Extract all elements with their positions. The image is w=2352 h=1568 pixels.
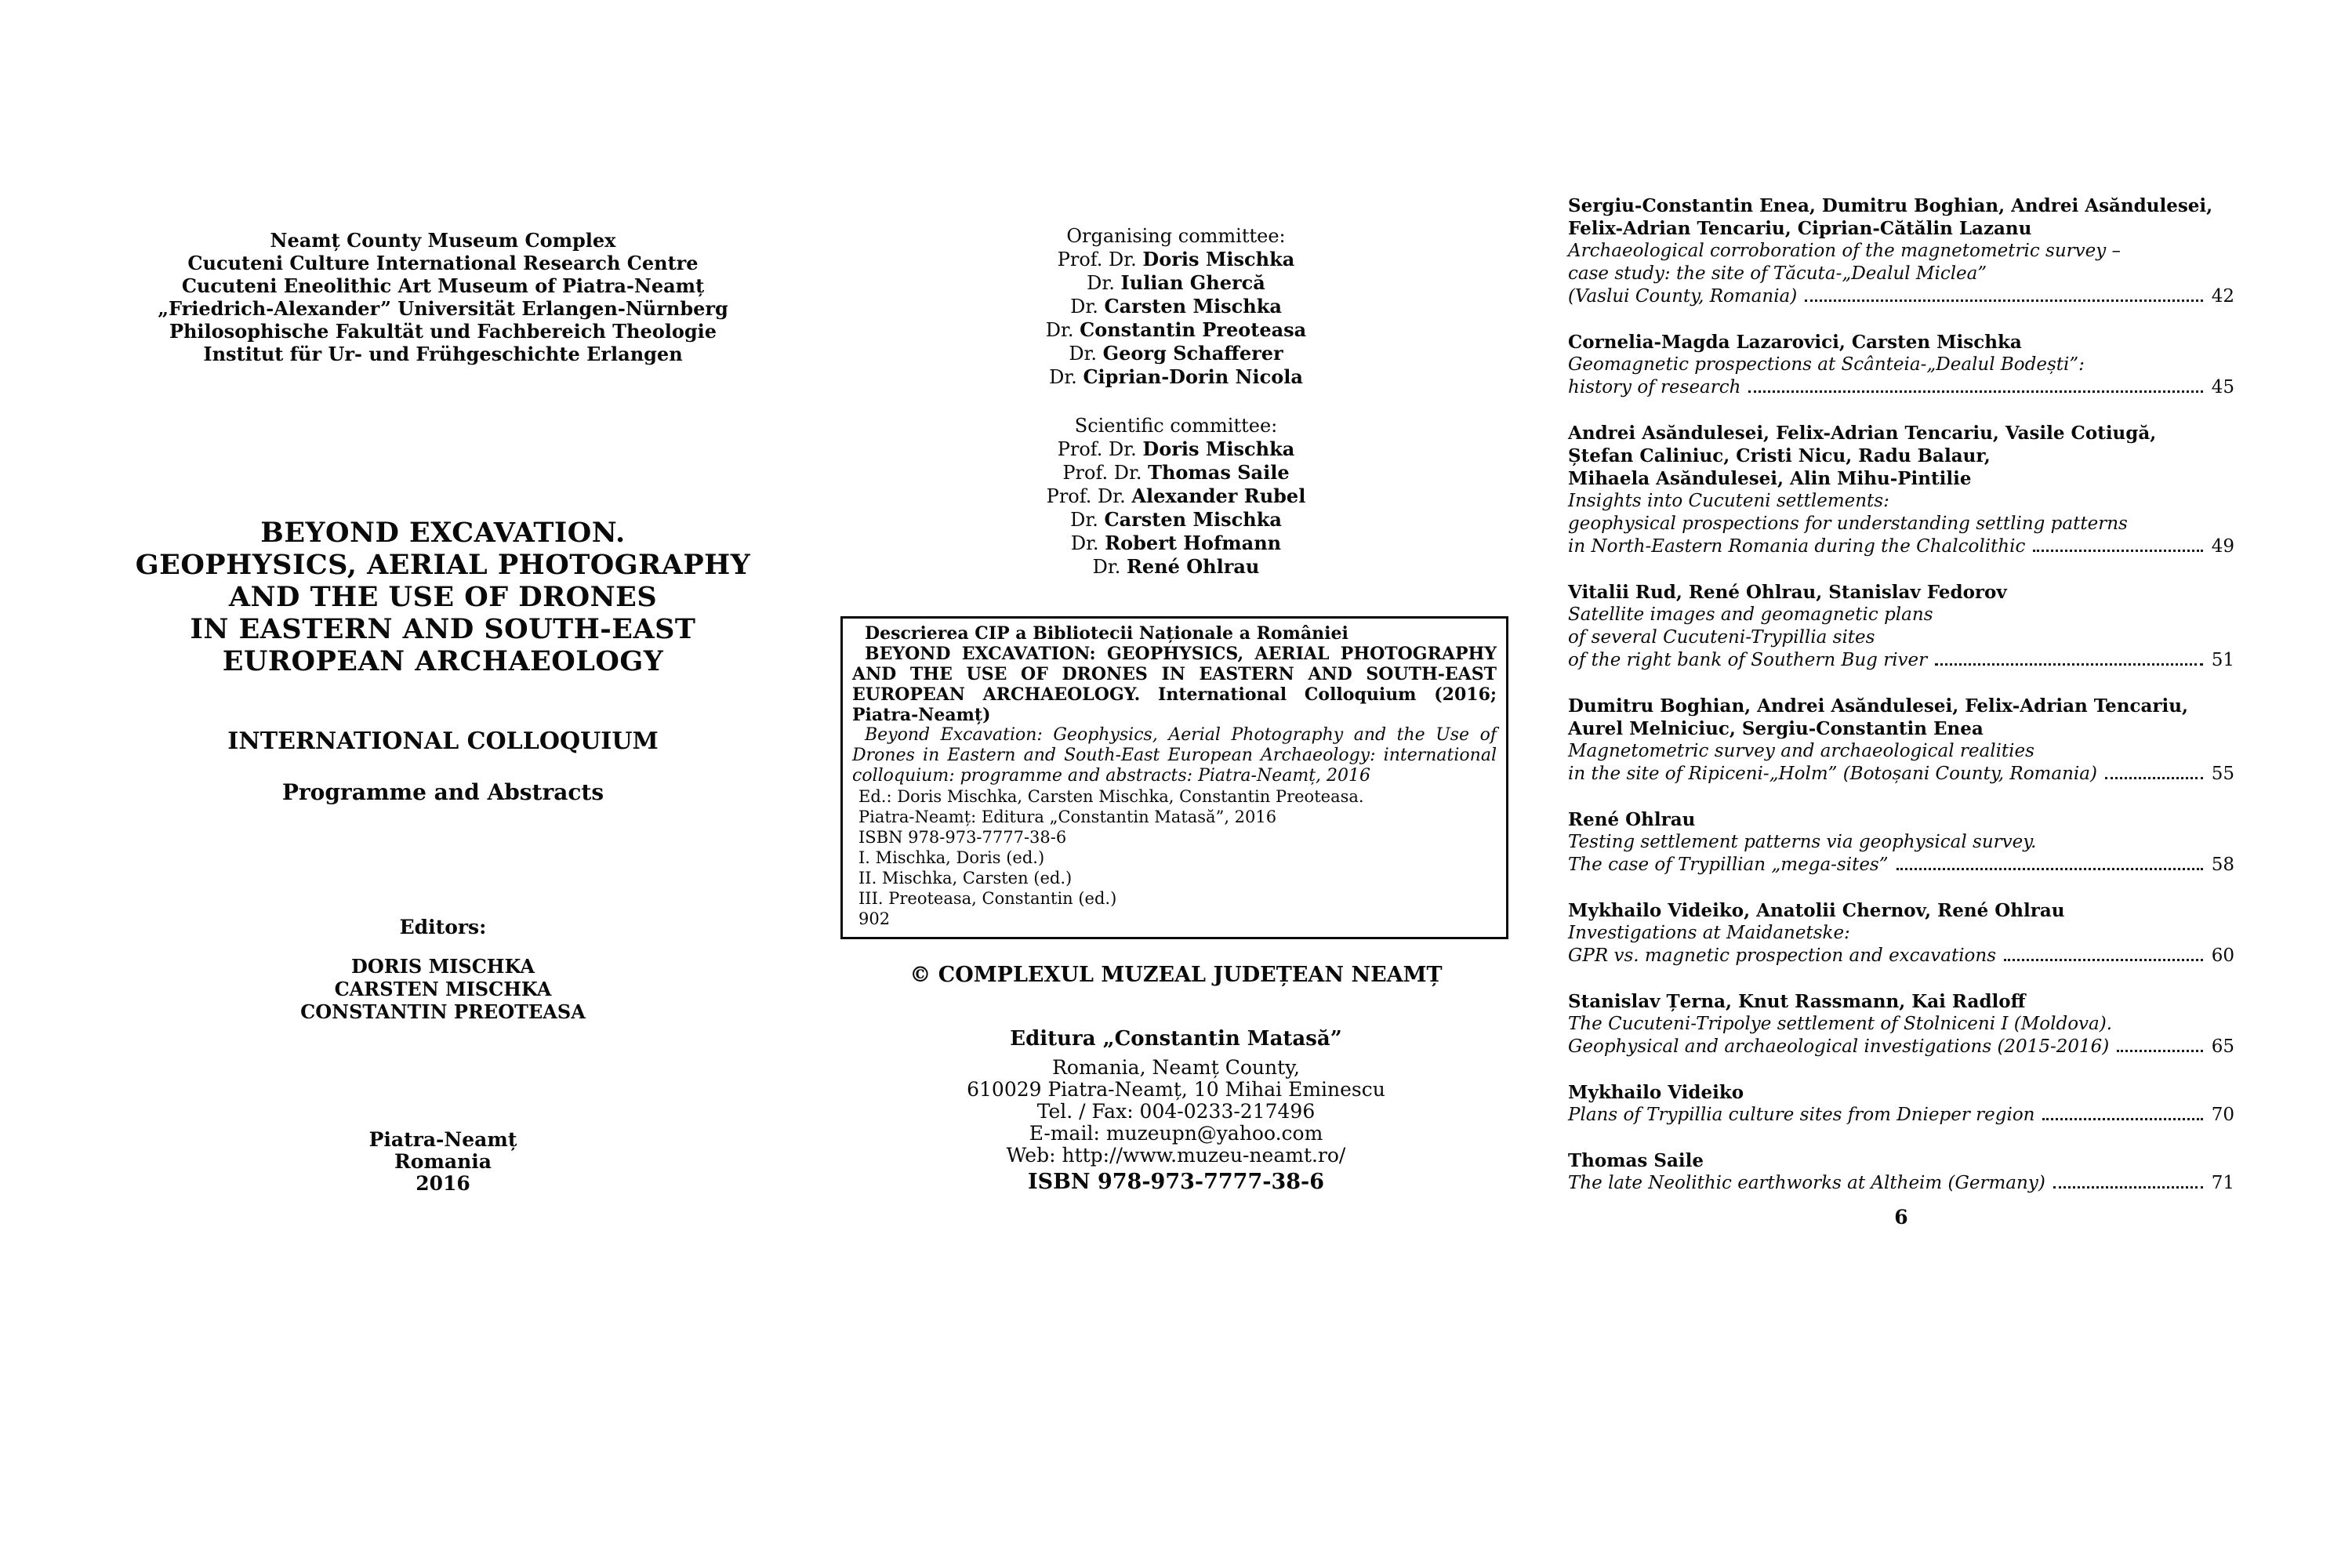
toc-entry (1568, 1081, 2234, 1127)
toc-entry-authors: Thomas Saile (1568, 1150, 1704, 1171)
text-line: Ed.: Doris Mischka, Carsten Mischka, Constantin Preoteasa. (858, 787, 1364, 806)
toc-entry-authors: Stanislav Țerna, Knut Rassmann, Kai Radloff (1568, 991, 2026, 1012)
cip-heading: Descrierea CIP a Bibliotecii Naționale a României (865, 623, 1348, 644)
member-title-prefix: Prof. Dr. (1057, 438, 1143, 460)
toc-entry-last-line (1568, 854, 2234, 877)
cip-title-caps: BEYOND EXCAVATION: GEOPHYSICS, AERIAL PHOTOGRAPHY AND THE USE OF DRONES IN EASTERN AND SOUTH-EAST EUROPEAN ARCHAEOLOGY. International Colloquium (2016; Piatra-Neamț) (852, 644, 1497, 725)
member-name: Doris Mischka (1142, 248, 1295, 270)
toc-list (1568, 194, 2234, 1218)
organising-committee-label: Organising committee: (1066, 225, 1286, 247)
committee-member (839, 532, 1513, 555)
toc-entry (1568, 899, 2234, 967)
toc-entry-title-line: Insights into Cucuteni settlements: (1568, 491, 1889, 511)
toc-entry-authors: Sergiu-Constantin Enea, Dumitru Boghian, Andrei Asăndulesei, (1568, 195, 2213, 216)
text-line: Cucuteni Culture International Research Centre (187, 252, 699, 274)
member-name: Constantin Preoteasa (1080, 318, 1307, 341)
toc-entry-title-line: Testing settlement patterns via geophysical survey. (1568, 832, 2037, 852)
committee-member (839, 485, 1513, 508)
organising-committee-members (839, 248, 1513, 389)
text-line: Philosophische Fakultät und Fachbereich Theologie (169, 320, 717, 343)
member-name: Thomas Saile (1148, 461, 1290, 484)
member-name: Alexander Rubel (1131, 485, 1306, 507)
committee-member (839, 295, 1513, 318)
member-name: Iulian Ghercă (1120, 271, 1265, 294)
committee-member (839, 271, 1513, 295)
programme-subtitle: Programme and Abstracts (281, 779, 604, 805)
toc-entry (1568, 331, 2234, 399)
member-name: Carsten Mischka (1104, 508, 1282, 531)
text-line: II. Mischka, Carsten (ed.) (858, 869, 1073, 887)
toc-entry (1568, 422, 2234, 558)
toc-entry (1568, 695, 2234, 786)
member-title-prefix: Dr. (1045, 319, 1080, 341)
toc-entry-last-line (1568, 1172, 2234, 1195)
toc-entry (1568, 581, 2234, 672)
toc-entry-last-line (1568, 535, 2234, 558)
scientific-committee-members (839, 437, 1513, 579)
toc-entry-page-number: 49 (2211, 536, 2234, 557)
toc-entry (1568, 808, 2234, 877)
cip-description-box (840, 616, 1508, 939)
toc-entry-title-tail: Plans of Trypillia culture sites from Dnieper region (1568, 1105, 2035, 1125)
toc-dot-leader (2042, 1118, 2203, 1120)
organising-committee (839, 224, 1513, 389)
text-line: 610029 Piatra-Neamț, 10 Mihai Eminescu (967, 1078, 1385, 1101)
text-line: IN EASTERN AND SOUTH-EAST (190, 613, 696, 646)
committee-member (839, 461, 1513, 485)
toc-entry-authors: Ștefan Caliniuc, Cristi Nicu, Radu Balaur, (1568, 445, 1991, 466)
publisher-address (839, 1057, 1513, 1167)
text-line: Cucuteni Eneolithic Art Museum of Piatra-Neamț (181, 274, 705, 297)
colloquium-subtitle: INTERNATIONAL COLLOQUIUM (227, 728, 659, 755)
page-number: 6 (1894, 1206, 1908, 1229)
committee-member (839, 365, 1513, 389)
isbn-line: ISBN 978-973-7777-38-6 (1027, 1170, 1325, 1194)
member-title-prefix: Dr. (1070, 296, 1105, 318)
committee-member (839, 508, 1513, 532)
committee-member (839, 248, 1513, 271)
toc-entry (1568, 990, 2234, 1058)
text-line: GEOPHYSICS, AERIAL PHOTOGRAPHY (135, 549, 751, 582)
toc-entry-title-line: of several Cucuteni-Trypillia sites (1568, 627, 1875, 648)
toc-entry-last-line (1568, 763, 2234, 786)
toc-entry-authors: Mykhailo Videiko (1568, 1082, 1744, 1103)
toc-entry-title-line: Archaeological corroboration of the magnetometric survey – (1568, 241, 2122, 261)
toc-entry-title-tail: Geophysical and archaeological investigations (2015-2016) (1568, 1036, 2110, 1057)
toc-dot-leader (2033, 550, 2203, 552)
toc-dot-leader (1805, 299, 2203, 302)
member-name: Doris Mischka (1142, 437, 1295, 460)
cip-subtitle-italic: Beyond Excavation: Geophysics, Aerial Photography and the Use of Drones in Eastern and South-East European Archaeology: international colloquium: programme and abstracts: Piatra-Neamț, 2016 (852, 725, 1497, 786)
toc-entry-authors: Felix-Adrian Tencariu, Ciprian-Cătălin Lazanu (1568, 218, 2032, 239)
text-line: DORIS MISCHKA (351, 955, 535, 978)
toc-entry-last-line (1568, 945, 2234, 967)
toc-dot-leader (2117, 1050, 2203, 1052)
publisher-name: Editura „Constantin Matasă” (1010, 1027, 1342, 1051)
member-title-prefix: Dr. (1070, 532, 1105, 554)
text-line: Tel. / Fax: 004-0233-217496 (1036, 1100, 1316, 1123)
text-line: Piatra-Neamț: Editura „Constantin Matasă”, 2016 (858, 808, 1277, 826)
editors-names (125, 955, 760, 1023)
toc-entry-authors: Mykhailo Videiko, Anatolii Chernov, René Ohlrau (1568, 900, 2065, 921)
text-line: Institut für Ur- und Frühgeschichte Erlangen (203, 343, 683, 365)
toc-entry-last-line (1568, 649, 2234, 672)
text-line: Web: http://www.muzeu-neamt.ro/ (1006, 1144, 1346, 1167)
committee-member (839, 342, 1513, 365)
member-title-prefix: Prof. Dr. (1062, 462, 1149, 484)
place-date-block (125, 1129, 760, 1195)
toc-dot-leader (1748, 390, 2203, 393)
scientific-committee (839, 414, 1513, 579)
toc-dot-leader (1896, 868, 2204, 870)
toc-entry-authors: Dumitru Boghian, Andrei Asăndulesei, Felix-Adrian Tencariu, (1568, 695, 2189, 717)
text-line: ISBN 978-973-7777-38-6 (858, 828, 1067, 847)
toc-dot-leader (2004, 959, 2203, 961)
editors-label: Editors: (399, 916, 487, 938)
member-title-prefix: Dr. (1092, 556, 1127, 578)
text-line: CARSTEN MISCHKA (334, 978, 552, 1000)
toc-entry-page-number: 45 (2211, 377, 2234, 397)
toc-entry-title-tail: history of research (1568, 377, 1741, 397)
toc-entry-page-number: 42 (2211, 286, 2234, 307)
toc-entry-title-line: Investigations at Maidanetske: (1568, 923, 1850, 943)
toc-entry-page-number: 55 (2211, 764, 2234, 784)
toc-entry-last-line (1568, 285, 2234, 308)
member-title-prefix: Dr. (1070, 509, 1105, 531)
toc-entry-title-line: Geomagnetic prospections at Scânteia-„Dealul Bodești”: (1568, 354, 2085, 375)
committee-member (839, 555, 1513, 579)
committee-member (839, 437, 1513, 461)
book-title (102, 517, 784, 677)
toc-entry-page-number: 71 (2211, 1173, 2234, 1193)
toc-entry-title-line: The Cucuteni-Tripolye settlement of Stolniceni I (Moldova). (1568, 1014, 2113, 1034)
toc-entry-title-tail: of the right bank of Southern Bug river (1568, 650, 1928, 670)
member-name: René Ohlrau (1126, 555, 1260, 578)
toc-entry-page-number: 51 (2211, 650, 2234, 670)
toc-entry-page-number: 58 (2211, 855, 2234, 875)
text-line: 2016 (416, 1172, 470, 1195)
toc-entry-page-number: 65 (2211, 1036, 2234, 1057)
text-line: 902 (858, 909, 891, 928)
toc-entry-authors: Aurel Melniciuc, Sergiu-Constantin Enea (1568, 718, 1984, 739)
toc-entry-page-number: 60 (2211, 946, 2234, 966)
text-line: „Friedrich-Alexander” Universität Erlangen-Nürnberg (158, 297, 728, 320)
toc-entry-title-line: Satellite images and geomagnetic plans (1568, 604, 1933, 625)
copyright-line: © COMPLEXUL MUZEAL JUDEȚEAN NEAMȚ (909, 963, 1443, 987)
toc-entry-authors: Andrei Asăndulesei, Felix-Adrian Tencariu, Vasile Cotiugă, (1568, 423, 2157, 444)
toc-entry (1568, 1149, 2234, 1195)
text-line: Romania (394, 1150, 492, 1173)
toc-entry-title-tail: in North-Eastern Romania during the Chalcolithic (1568, 536, 2026, 557)
toc-dot-leader (2105, 777, 2203, 779)
text-line: III. Preoteasa, Constantin (ed.) (858, 889, 1117, 908)
toc-entry-authors: Mihaela Asăndulesei, Alin Mihu-Pintilie (1568, 468, 1972, 489)
member-title-prefix: Prof. Dr. (1046, 485, 1132, 507)
member-title-prefix: Dr. (1087, 272, 1121, 294)
member-title-prefix: Dr. (1049, 366, 1083, 388)
text-line: EUROPEAN ARCHAEOLOGY (222, 645, 664, 678)
text-line: CONSTANTIN PREOTEASA (300, 1000, 586, 1023)
institution-list (125, 229, 760, 365)
text-line: E-mail: muzeupn@yahoo.com (1029, 1122, 1323, 1145)
member-name: Georg Schafferer (1102, 342, 1283, 365)
toc-entry-title-tail: The case of Trypillian „mega-sites” (1568, 855, 1889, 875)
member-title-prefix: Prof. Dr. (1057, 249, 1143, 270)
member-name: Ciprian-Dorin Nicola (1083, 365, 1303, 388)
toc-entry-authors: René Ohlrau (1568, 809, 1696, 830)
toc-entry-title-line: geophysical prospections for understanding settling patterns (1568, 514, 2128, 534)
scientific-committee-label: Scientific committee: (1074, 415, 1278, 437)
member-title-prefix: Dr. (1069, 343, 1103, 365)
toc-entry-title-line: Magnetometric survey and archaeological realities (1568, 741, 2034, 761)
toc-entry (1568, 194, 2234, 308)
toc-entry-title-tail: GPR vs. magnetic prospection and excavations (1568, 946, 1997, 966)
text-line: Romania, Neamț County, (1052, 1056, 1300, 1079)
toc-entry-last-line (1568, 1104, 2234, 1127)
toc-dot-leader (1935, 663, 2203, 666)
toc-entry-last-line (1568, 376, 2234, 399)
text-line: Piatra-Neamț (368, 1128, 517, 1151)
member-name: Robert Hofmann (1105, 532, 1282, 554)
toc-entry-title-tail: (Vaslui County, Romania) (1568, 286, 1798, 307)
toc-entry-title-line: case study: the site of Tăcuta-„Dealul Miclea” (1568, 263, 1987, 284)
toc-entry-page-number: 70 (2211, 1105, 2234, 1125)
text-line: I. Mischka, Doris (ed.) (858, 848, 1045, 867)
committee-member (839, 318, 1513, 342)
toc-entry-authors: Cornelia-Magda Lazarovici, Carsten Mischka (1568, 332, 2022, 353)
cip-detail-lines (852, 786, 1497, 929)
toc-entry-title-tail: in the site of Ripiceni-„Holm” (Botoșani County, Romania) (1568, 764, 2097, 784)
toc-entry-last-line (1568, 1036, 2234, 1058)
text-line: Neamț County Museum Complex (270, 229, 616, 252)
text-line: BEYOND EXCAVATION. (260, 517, 626, 550)
toc-dot-leader (2053, 1186, 2203, 1189)
text-line: AND THE USE OF DRONES (228, 581, 658, 614)
member-name: Carsten Mischka (1104, 295, 1282, 318)
toc-entry-authors: Vitalii Rud, René Ohlrau, Stanislav Fedorov (1568, 582, 2007, 603)
toc-entry-title-tail: The late Neolithic earthworks at Altheim (Germany) (1568, 1173, 2045, 1193)
